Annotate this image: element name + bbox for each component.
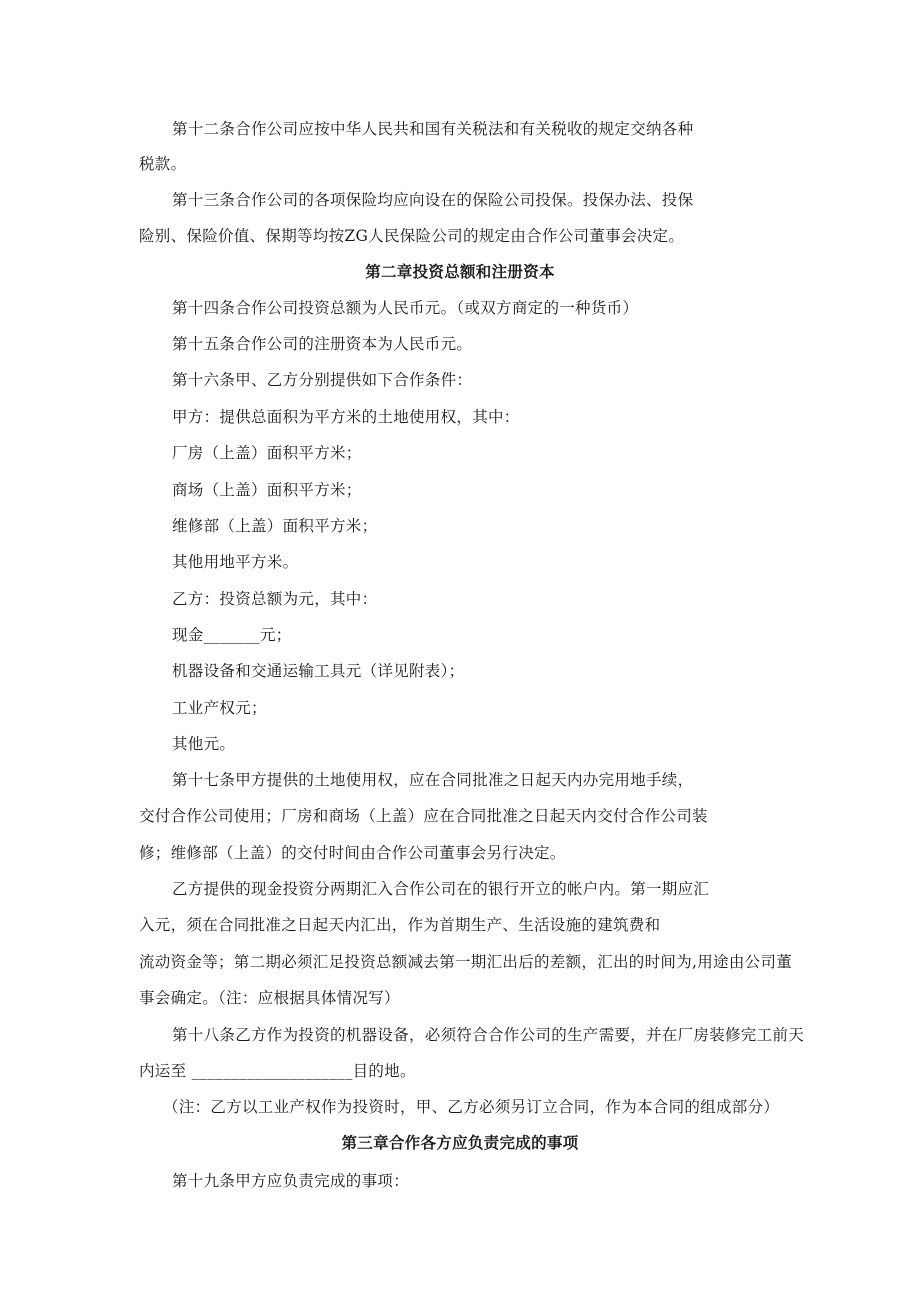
party-a-line: 甲方：提供总面积为平方米的土地使用权，其中： [172,408,520,426]
article-12-line-2: 税款。 [139,155,187,173]
cash-remittance-line-3: 流动资金等；第二期必须汇足投资总额减去第一期汇出后的差额，汇出的时间为,用途由公司董 [139,953,793,971]
other-investment-line: 其他元。 [172,735,236,753]
ip-note-line: （注：乙方以工业产权作为投资时，甲、乙方必须另订立合同，作为本合同的组成部分） [163,1098,780,1116]
repair-dept-area-line: 维修部（上盖）面积平方米； [172,517,378,535]
article-12-line-1: 第十二条合作公司应按中华人民共和国有关税法和有关税收的规定交纳各种 [172,120,694,138]
cash-remittance-line-2: 入元，须在合同批准之日起天内汇出，作为首期生产、生活设施的建筑费和 [139,916,661,934]
article-17-line-1: 第十七条甲方提供的土地使用权，应在合同批准之日起天内办完用地手续， [172,771,694,789]
article-17-line-3: 修；维修部（上盖）的交付时间由合作公司董事会另行决定。 [139,844,566,862]
other-land-line: 其他用地平方米。 [172,553,299,571]
chapter-3-heading: 第三章合作各方应负责完成的事项 [341,1133,579,1152]
article-16-line: 第十六条甲、乙方分别提供如下合作条件： [172,371,473,389]
chapter-2-heading: 第二章投资总额和注册资本 [365,262,555,281]
article-15-line: 第十五条合作公司的注册资本为人民币元。 [172,335,473,353]
article-13-line-2: 险别、保险价值、保期等均按ZG人民保险公司的规定由合作公司董事会决定。 [139,227,685,245]
cash-remittance-line-4: 事会确定。（注：应根据具体情况写） [139,989,400,1007]
equipment-line: 机器设备和交通运输工具元（详见附表）； [172,662,465,680]
party-b-line: 乙方：投资总额为元，其中： [172,590,378,608]
article-14-line: 第十四条合作公司投资总额为人民币元。（或双方商定的一种货币） [172,299,639,317]
article-19-line: 第十九条甲方应负责完成的事项： [172,1172,410,1190]
ip-line: 工业产权元； [172,699,267,717]
cash-remittance-line-1: 乙方提供的现金投资分两期汇入合作公司在的银行开立的帐户内。第一期应汇 [172,880,710,898]
article-13-line-1: 第十三条合作公司的各项保险均应向设在的保险公司投保。投保办法、投保 [172,191,694,209]
article-17-line-2: 交付合作公司使用；厂房和商场（上盖）应在合同批准之日起天内交付合作公司装 [139,807,708,825]
factory-area-line: 厂房（上盖）面积平方米； [172,444,362,462]
article-18-line-1: 第十八条乙方作为投资的机器设备，必须符合合作公司的生产需要，并在厂房装修完工前天 [172,1026,805,1044]
article-18-line-2: 内运至 ____________________目的地。 [139,1062,416,1080]
cash-line: 现金_______元； [172,626,292,644]
mall-area-line: 商场（上盖）面积平方米； [172,481,362,499]
